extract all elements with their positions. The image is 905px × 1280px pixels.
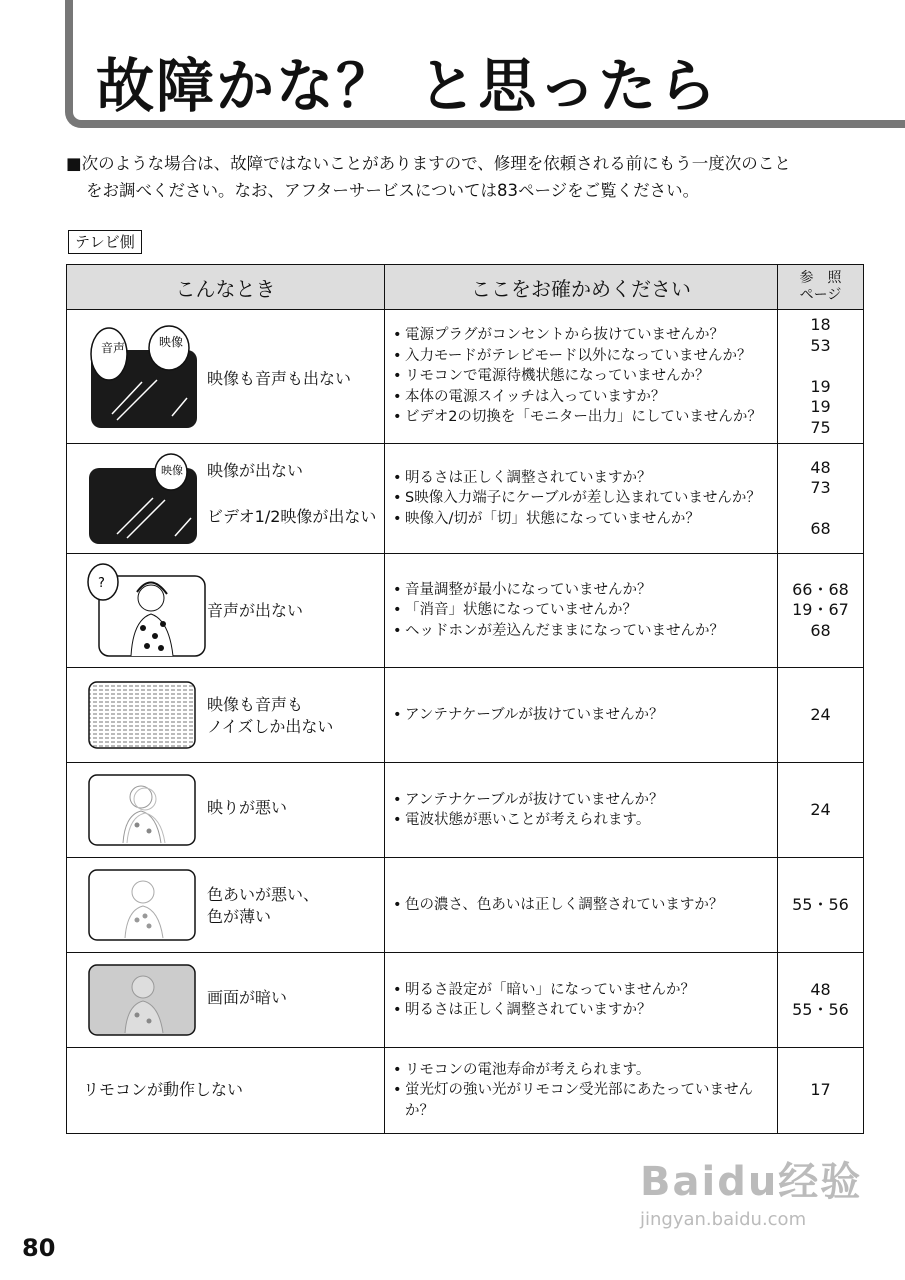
page-ref: 19・67 xyxy=(792,600,849,620)
header-reference xyxy=(778,265,864,310)
page-ref: 68 xyxy=(810,620,831,640)
watermark-url: jingyan.baidu.com xyxy=(640,1209,807,1230)
check-item: • 電源プラグがコンセントから抜けていませんか？ xyxy=(393,325,769,346)
page-title: 故障かな？ と思ったら xyxy=(96,52,719,120)
case-label: 映像も音声も出ない xyxy=(207,369,352,388)
pages-cell xyxy=(778,1048,864,1134)
page-ref: 73 xyxy=(810,478,831,497)
page-ref: 24 xyxy=(810,799,831,819)
table-row xyxy=(67,1048,864,1134)
table-row xyxy=(67,444,864,554)
case-label: 画面が暗い xyxy=(207,988,288,1007)
case-cell xyxy=(67,444,385,554)
page-ref: 55・56 xyxy=(792,894,849,914)
header-ref-line2: ページ xyxy=(799,287,842,303)
table-row xyxy=(67,310,864,444)
check-item: • リモコンの電池寿命が考えられます。 xyxy=(393,1060,769,1081)
page-ref-spacer xyxy=(778,499,863,520)
tv-no-signal-illustration xyxy=(87,324,202,430)
tv-no-picture-illustration xyxy=(87,452,202,548)
page-ref: 17 xyxy=(810,1080,831,1100)
page-ref: 18 xyxy=(810,315,831,334)
case-cell xyxy=(67,858,385,953)
page-ref: 48 xyxy=(810,457,831,477)
check-item: • リモコンで電源待機状態になっていませんか？ xyxy=(393,366,769,387)
checks-cell xyxy=(385,310,778,444)
checks-cell xyxy=(385,858,778,953)
tv-pale-color-illustration xyxy=(87,868,199,944)
check-item: • 映像入/切が「切」状態になっていませんか？ xyxy=(393,509,769,530)
pages-cell xyxy=(778,444,864,554)
table-row xyxy=(67,554,864,668)
case-label-2: 色が薄い xyxy=(207,907,272,926)
tv-dark-screen-illustration xyxy=(87,963,199,1039)
header-ref-line1: 参 照 xyxy=(799,270,842,286)
page-ref: 66・68 xyxy=(792,579,849,599)
case-label-2: ビデオ1/2映像が出ない xyxy=(207,507,377,526)
pages-cell xyxy=(778,310,864,444)
case-label: リモコンが動作しない xyxy=(83,1080,244,1099)
case-cell xyxy=(67,953,385,1048)
check-item: • 明るさは正しく調整されていますか？ xyxy=(393,468,769,489)
pages-cell xyxy=(778,953,864,1048)
check-item: • S映像入力端子にケーブルが差し込まれていませんか？ xyxy=(393,488,769,509)
case-cell xyxy=(67,554,385,668)
pages-cell xyxy=(778,554,864,668)
pages-cell xyxy=(778,858,864,953)
page-ref: 53 xyxy=(810,335,831,355)
check-item: • 電波状態が悪いことが考えられます。 xyxy=(393,810,769,831)
watermark xyxy=(640,1150,862,1230)
page-ref: 75 xyxy=(810,417,831,437)
bubble-text-2: 映像 xyxy=(159,335,184,349)
watermark-logo: Baidu经验 xyxy=(640,1159,863,1205)
table-row xyxy=(67,668,864,763)
troubleshooting-table xyxy=(66,264,864,1134)
case-label: 音声が出ない xyxy=(207,601,304,620)
table-header-row xyxy=(67,265,864,310)
page-ref: 19 xyxy=(810,376,831,396)
check-item: • 明るさ設定が「暗い」になっていませんか？ xyxy=(393,980,769,1001)
header-check: ここをお確かめください xyxy=(385,265,778,310)
header-case: こんなとき xyxy=(67,265,385,310)
table-row xyxy=(67,953,864,1048)
tv-no-sound-illustration xyxy=(87,562,207,660)
table-row xyxy=(67,763,864,858)
case-label-1: 色あいが悪い、 xyxy=(207,885,320,904)
check-item: • アンテナケーブルが抜けていませんか？ xyxy=(393,705,769,726)
tv-noise-illustration xyxy=(87,680,199,752)
intro-text xyxy=(66,150,866,204)
check-item: • 「消音」状態になっていませんか？ xyxy=(393,600,769,621)
case-label-2: ノイズしか出ない xyxy=(207,717,334,736)
page-ref: 68 xyxy=(810,519,831,538)
check-item: • ビデオ2の切換を「モニター出力」にしていませんか？ xyxy=(393,407,769,428)
intro-line-2: をお調べください。なお、アフターサービスについては83ページをご覧ください。 xyxy=(86,181,700,200)
checks-cell xyxy=(385,444,778,554)
checks-cell xyxy=(385,668,778,763)
case-cell xyxy=(67,668,385,763)
tv-bad-reception-illustration xyxy=(87,773,199,849)
page-ref-spacer xyxy=(778,356,863,377)
bubble-text-1: 音声 xyxy=(101,341,126,355)
table-row xyxy=(67,858,864,953)
check-item: • 明るさは正しく調整されていますか？ xyxy=(393,1000,769,1021)
section-tag: テレビ側 xyxy=(68,230,142,254)
check-item: • 入力モードがテレビモード以外になっていませんか？ xyxy=(393,346,769,367)
bubble-text: 映像 xyxy=(161,464,183,477)
check-item: • アンテナケーブルが抜けていませんか？ xyxy=(393,790,769,811)
case-label-1: 映像も音声も xyxy=(207,695,304,714)
case-cell xyxy=(67,310,385,444)
pages-cell xyxy=(778,763,864,858)
page-ref: 24 xyxy=(810,704,831,724)
check-item: • 色の濃さ、色あいは正しく調整されていますか？ xyxy=(393,895,769,916)
page-ref: 48 xyxy=(810,979,831,999)
checks-cell xyxy=(385,554,778,668)
page-ref: 19 xyxy=(810,397,831,416)
check-item: • ヘッドホンが差込んだままになっていませんか？ xyxy=(393,621,769,642)
page-number: 80 xyxy=(22,1234,56,1262)
case-cell xyxy=(67,763,385,858)
case-label: 映りが悪い xyxy=(207,798,288,817)
checks-cell xyxy=(385,763,778,858)
check-item: • 蛍光灯の強い光がリモコン受光部にあたっていませんか？ xyxy=(393,1080,769,1121)
page-ref: 55・56 xyxy=(792,1000,849,1019)
check-item: • 音量調整が最小になっていませんか？ xyxy=(393,580,769,601)
bubble-text: ? xyxy=(98,576,105,591)
check-item: • 本体の電源スイッチは入っていますか？ xyxy=(393,387,769,408)
checks-cell xyxy=(385,953,778,1048)
case-label-1: 映像が出ない xyxy=(207,461,304,480)
case-cell xyxy=(67,1048,385,1134)
pages-cell xyxy=(778,668,864,763)
checks-cell xyxy=(385,1048,778,1134)
intro-line-1: ■次のような場合は、故障ではないことがありますので、修理を依頼される前にもう一度次のこと xyxy=(66,154,791,173)
